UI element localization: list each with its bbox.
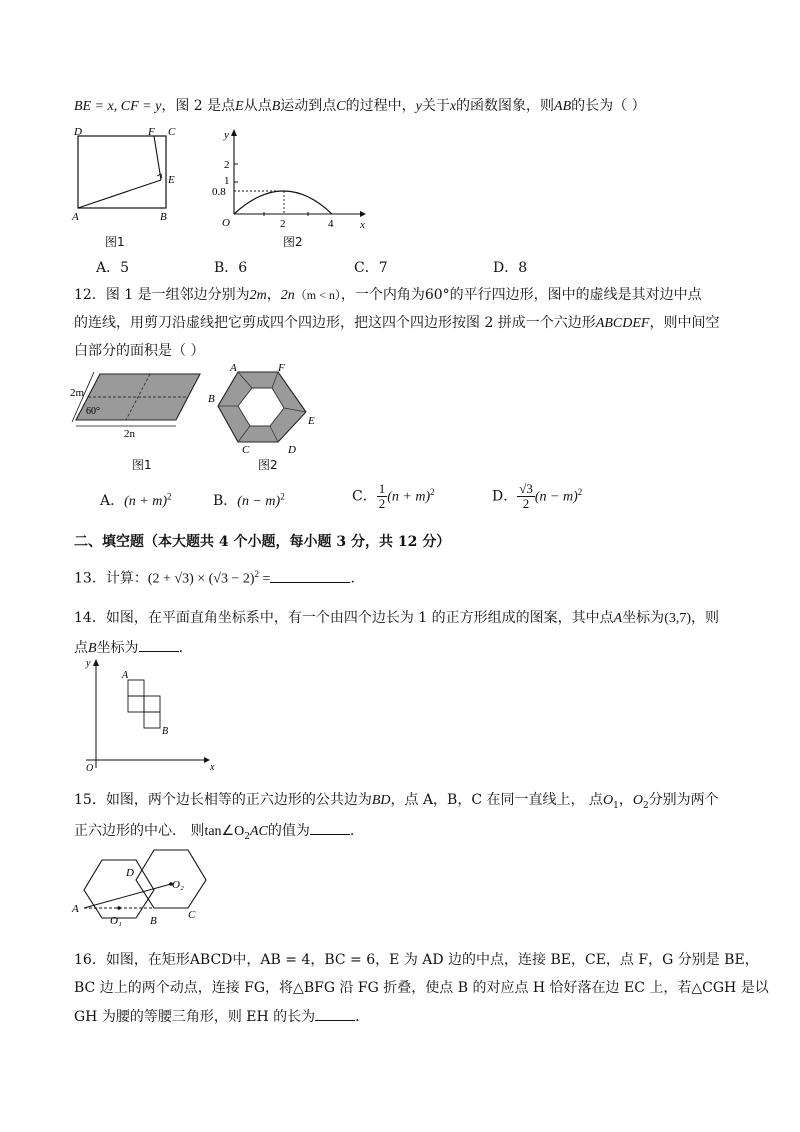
q15-stem-line2: 正六边形的中心． 则$\tan\angle O_2AC$的值为 . <box>74 820 354 847</box>
q12-figure-2 <box>206 362 326 454</box>
label-a: A <box>72 211 79 223</box>
q11-stem: BE = x, CF = y，图 2 是点E从点B运动到点C的过程中，y关于x的函数图象，则AB的长为（ ） <box>74 98 646 114</box>
q12-option-c[interactable]: C． $\frac{1}{2}$ $(n + m)^2$ <box>352 481 435 511</box>
section-2-heading: 二、填空题（本大题共 4 个小题，每小题 3 分，共 12 分） <box>74 534 451 550</box>
q15-figure <box>68 846 218 932</box>
rectangle-abcd <box>78 136 166 208</box>
q13-answer-blank[interactable] <box>270 568 350 583</box>
q14-answer-blank[interactable] <box>139 637 179 652</box>
label-e: E <box>168 174 175 186</box>
q11-option-a[interactable]: A．5 <box>96 260 130 276</box>
q12-option-a[interactable]: A．$(n + m)^2$ <box>100 491 172 509</box>
segment-ae <box>78 180 161 208</box>
label-c: C <box>168 126 176 138</box>
square-1 <box>128 680 144 696</box>
q16-stem-line2: BC 边上的两个动点，连接 FG，将△BFG 沿 FG 折叠，使点 B 的对应点 H 恰好落在边 EC 上，若△CGH 是以 <box>74 980 769 996</box>
q11-be-cf: BE = x, CF = y <box>74 99 162 114</box>
tick-1: 1 <box>224 175 230 187</box>
label-a: A <box>230 362 237 374</box>
label-d: D <box>288 444 296 454</box>
q11-option-b[interactable]: B．6 <box>214 260 248 276</box>
q12-stem-line1: 12．图 1 是一组邻边分别为2m，2n（m < n），一个内角为60°的平行四边形，图中的虚线是其对边中点 <box>74 287 702 303</box>
x-axis-arrow <box>360 211 366 217</box>
q12-stem-line3: 白部分的面积是（ ） <box>74 343 205 359</box>
square-2 <box>128 696 144 712</box>
axis-label-y: y <box>224 129 229 141</box>
q16-stem-line1: 16．如图，在矩形ABCD中，AB = 4，BC = 6，E 为 AD 边的中点，连接 BE，CE，点 F，G 分别是 BE， <box>74 952 759 968</box>
label-a: A <box>122 670 129 681</box>
q12-figure-1 <box>70 364 210 438</box>
q12-option-d[interactable]: D． $\frac{√3}{2}$ $(n - m)^2$ <box>492 481 583 511</box>
label-d: D <box>126 867 134 879</box>
q16-stem-line3: GH 为腰的等腰三角形，则 EH 的长为 . <box>74 1006 360 1027</box>
q12-stem-line2: 的连线，用剪刀沿虚线把它剪成四个四边形，把这四个四边形按图 2 拼成一个六边形ABCDEF，则中间空 <box>74 315 720 331</box>
label-b: B <box>150 915 157 927</box>
tick-x4: 4 <box>328 218 334 230</box>
q16-answer-blank[interactable] <box>315 1006 355 1021</box>
q11-option-d[interactable]: D．8 <box>493 260 528 276</box>
segment-fe <box>154 136 161 180</box>
q12-fig2-caption: 图2 <box>258 458 278 472</box>
q11-fig2-caption: 图2 <box>283 235 303 249</box>
axis-label-x: x <box>360 219 365 231</box>
label-d: D <box>74 126 82 138</box>
label-a: A <box>72 903 79 915</box>
right-angle-mark <box>157 174 162 178</box>
label-f: F <box>278 362 285 374</box>
tick-2: 2 <box>224 159 230 171</box>
axis-label-x: x <box>210 762 215 772</box>
q14-stem-line2: 点B坐标为 . <box>74 637 183 659</box>
q13-stem: 13．计算：$(2 + √3) \times (√3 - 2)^2$ = . <box>74 569 355 587</box>
label-o2: O₂ <box>172 879 184 891</box>
label-o1: O₁ <box>110 915 122 927</box>
origin-label: O <box>222 217 230 229</box>
q14-figure <box>80 656 220 772</box>
square-4 <box>144 712 160 728</box>
q12-option-b[interactable]: B．$(n - m)^2$ <box>213 491 285 509</box>
parabola-curve <box>234 191 332 214</box>
label-e: E <box>308 415 315 427</box>
label-b: B <box>208 393 215 405</box>
q15-answer-blank[interactable] <box>310 820 350 835</box>
q15-stem-line1: 15．如图，两个边长相等的正六边形的公共边为BD，点 A，B，C 在同一直线上， 点$O_1$，$O_2$分别为两个 <box>74 792 719 811</box>
segment-ao2 <box>84 884 171 908</box>
q12-fig1-caption: 图1 <box>132 458 152 472</box>
tick-08: 0.8 <box>212 186 226 198</box>
label-c: C <box>242 444 250 454</box>
y-axis-arrow <box>231 129 237 136</box>
q11-option-c[interactable]: C．7 <box>354 260 388 276</box>
center-o1 <box>117 906 121 910</box>
q11-figure-1 <box>68 124 188 224</box>
q14-stem-line1: 14．如图，在平面直角坐标系中，有一个由四个边长为 1 的正方形组成的图案，其中点A坐标为(3,7)，则 <box>74 610 720 626</box>
square-3 <box>144 696 160 712</box>
hexagon-right <box>136 850 206 908</box>
label-b: B <box>160 211 167 223</box>
tick-x2: 2 <box>280 218 286 230</box>
q11-fig1-caption: 图1 <box>105 235 125 249</box>
label-f: F <box>148 126 155 138</box>
q11-figure-2 <box>210 126 370 232</box>
label-b: B <box>162 726 169 737</box>
label-c: C <box>188 909 196 921</box>
origin-label: O <box>86 763 94 772</box>
label-60: 60° <box>86 406 100 417</box>
axis-label-y: y <box>86 658 91 669</box>
label-2n: 2n <box>124 428 135 438</box>
label-2m: 2m <box>70 387 85 399</box>
